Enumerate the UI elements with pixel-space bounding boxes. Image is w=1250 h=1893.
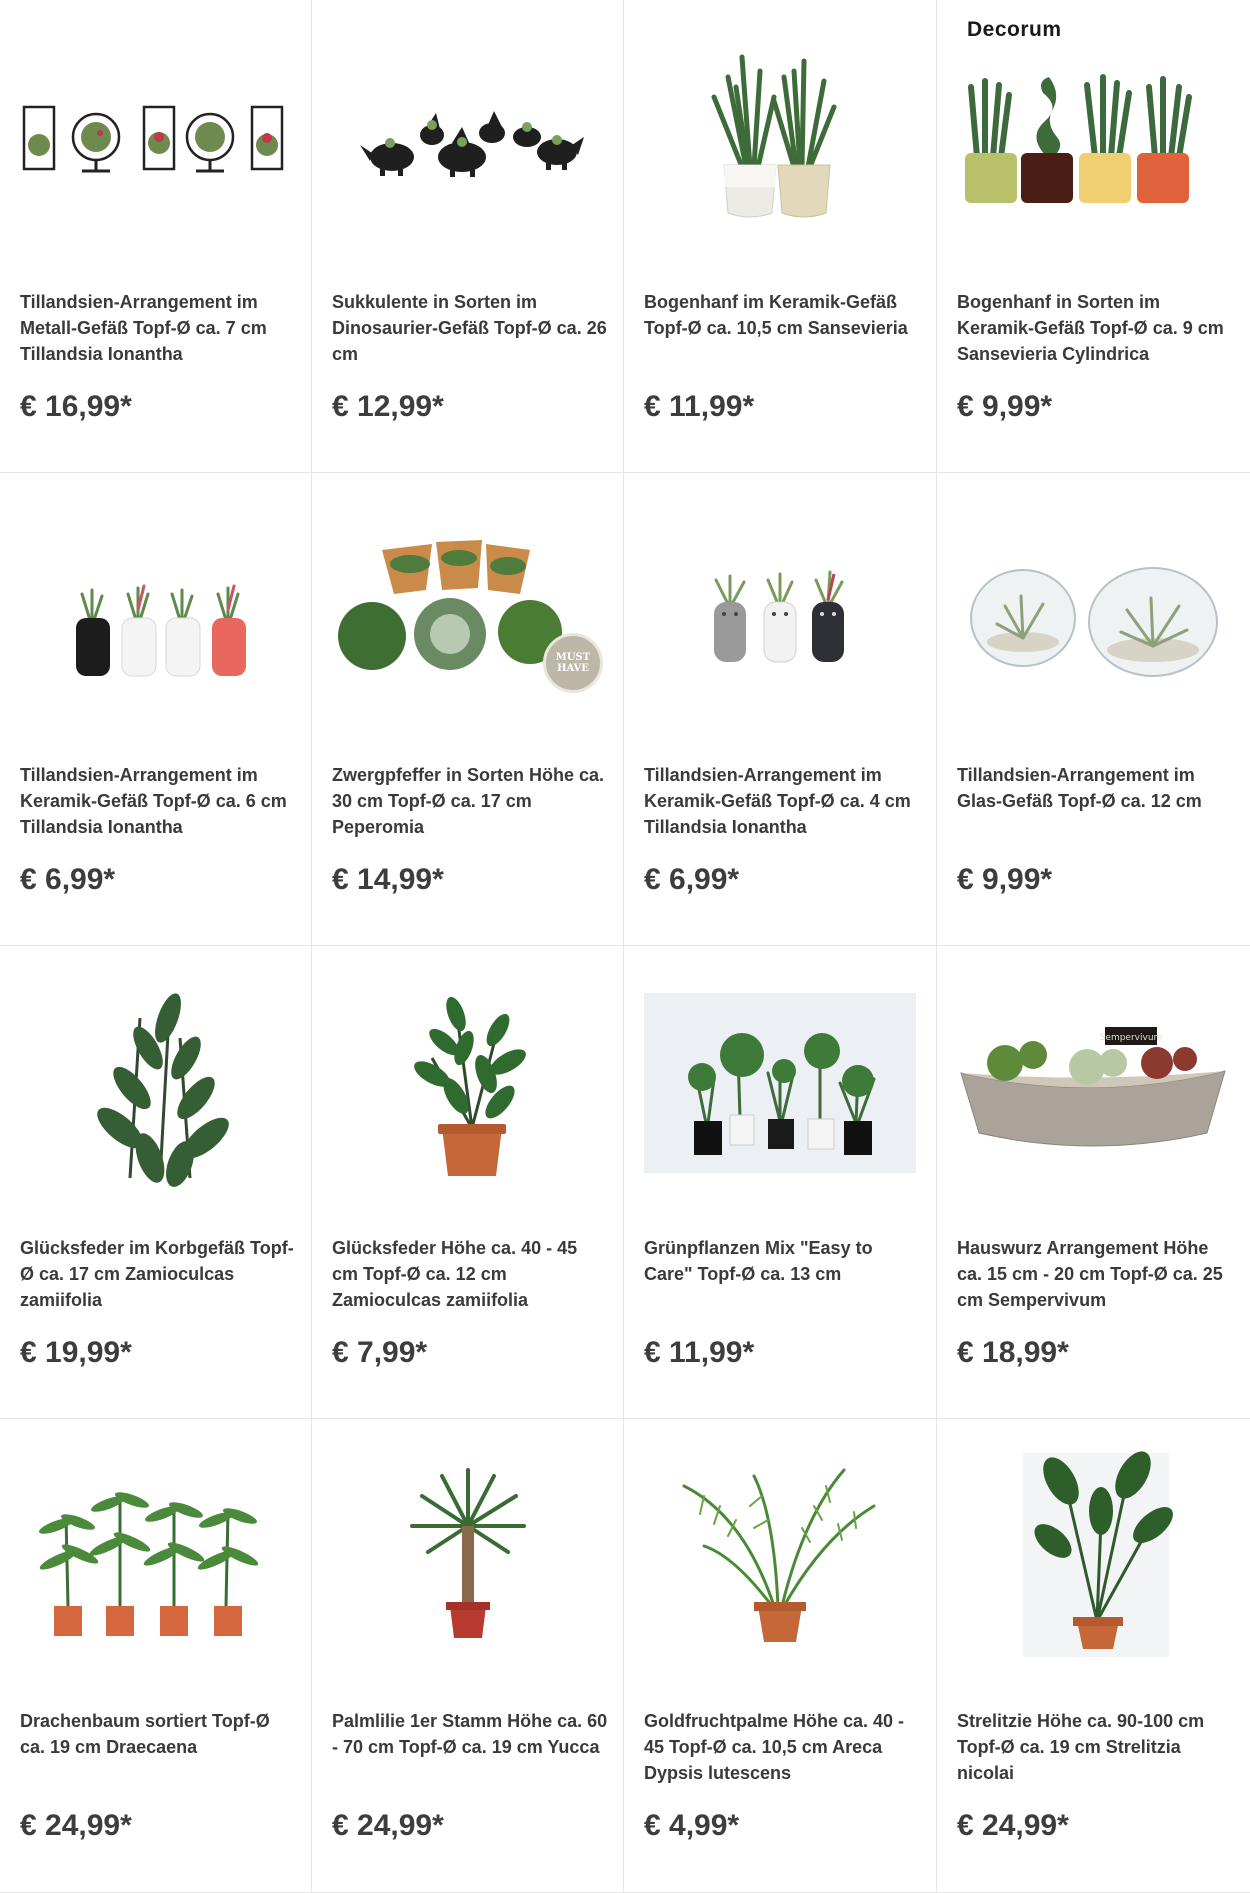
product-price: € 11,99*	[644, 1336, 755, 1369]
product-price: € 6,99*	[20, 863, 116, 896]
product-card[interactable]	[624, 473, 937, 946]
product-price: € 24,99*	[957, 1809, 1069, 1842]
product-image[interactable]	[332, 22, 604, 252]
product-card[interactable]	[0, 946, 312, 1419]
product-title[interactable]: Bogenhanf in Sorten im Keramik-Gefäß Topf-Ø ca. 9 cm Sansevieria Cylindrica	[957, 292, 1224, 364]
product-image[interactable]	[644, 1441, 916, 1671]
product-title[interactable]: Glücksfeder im Korbgefäß Topf-Ø ca. 17 cm Zamioculcas zamiifolia	[20, 1238, 294, 1310]
product-card[interactable]	[0, 1419, 312, 1893]
product-price: € 19,99*	[20, 1336, 132, 1369]
product-price: € 18,99*	[957, 1336, 1069, 1369]
product-price: € 24,99*	[332, 1809, 444, 1842]
plant-tag: Sempervivum	[1099, 1033, 1163, 1043]
product-title[interactable]: Goldfruchtpalme Höhe ca. 40 - 45 Topf-Ø ca. 10,5 cm Areca Dypsis lutescens	[644, 1711, 905, 1783]
product-card[interactable]	[937, 946, 1250, 1419]
product-price: € 11,99*	[644, 390, 755, 423]
product-title[interactable]: Glücksfeder Höhe ca. 40 - 45 cm Topf-Ø ca. 12 cm Zamioculcas zamiifolia	[332, 1238, 578, 1310]
product-image[interactable]	[957, 22, 1229, 252]
product-image[interactable]	[957, 1441, 1229, 1671]
product-price: € 9,99*	[957, 390, 1053, 423]
product-card[interactable]	[624, 946, 937, 1419]
product-card[interactable]	[624, 0, 937, 473]
product-image[interactable]	[20, 495, 292, 725]
product-title[interactable]: Drachenbaum sortiert Topf-Ø ca. 19 cm Draecaena	[20, 1711, 270, 1757]
product-title[interactable]: Palmlilie 1er Stamm Höhe ca. 60 - 70 cm Topf-Ø ca. 19 cm Yucca	[332, 1711, 608, 1757]
product-image[interactable]	[332, 1441, 604, 1671]
product-title[interactable]: Sukkulente in Sorten im Dinosaurier-Gefäß Topf-Ø ca. 26 cm	[332, 292, 607, 364]
product-price: € 24,99*	[20, 1809, 132, 1842]
product-card[interactable]	[312, 946, 624, 1419]
product-card[interactable]	[624, 1419, 937, 1893]
brand-logo: Decorum	[967, 18, 1062, 41]
product-card[interactable]	[312, 1419, 624, 1893]
product-card[interactable]	[937, 0, 1250, 473]
product-title[interactable]: Zwergpfeffer in Sorten Höhe ca. 30 cm Topf-Ø ca. 17 cm Peperomia	[332, 765, 605, 837]
must-have-badge: MUST HAVE	[543, 633, 603, 693]
product-image[interactable]	[957, 495, 1229, 725]
product-price: € 9,99*	[957, 863, 1053, 896]
product-card[interactable]	[0, 473, 312, 946]
product-image[interactable]	[644, 22, 916, 252]
product-card[interactable]	[937, 1419, 1250, 1893]
product-price: € 16,99*	[20, 390, 132, 423]
product-image[interactable]	[644, 968, 916, 1198]
product-card[interactable]	[937, 473, 1250, 946]
product-card[interactable]	[0, 0, 312, 473]
product-title[interactable]: Bogenhanf im Keramik-Gefäß Topf-Ø ca. 10,5 cm Sansevieria	[644, 292, 908, 338]
product-image[interactable]	[20, 22, 292, 252]
product-title[interactable]: Grünpflanzen Mix "Easy to Care" Topf-Ø ca. 13 cm	[644, 1238, 873, 1284]
product-price: € 7,99*	[332, 1336, 428, 1369]
product-image[interactable]	[644, 495, 916, 725]
product-title[interactable]: Tillandsien-Arrangement im Metall-Gefäß Topf-Ø ca. 7 cm Tillandsia Ionantha	[20, 292, 267, 364]
product-card[interactable]	[312, 473, 624, 946]
product-title[interactable]: Tillandsien-Arrangement im Keramik-Gefäß Topf-Ø ca. 4 cm Tillandsia Ionantha	[644, 765, 911, 837]
product-price: € 14,99*	[332, 863, 444, 896]
product-title[interactable]: Tillandsien-Arrangement im Glas-Gefäß Topf-Ø ca. 12 cm	[957, 765, 1202, 811]
product-price: € 6,99*	[644, 863, 740, 896]
product-price: € 12,99*	[332, 390, 444, 423]
product-title[interactable]: Hauswurz Arrangement Höhe ca. 15 cm - 20 cm Topf-Ø ca. 25 cm Sempervivum	[957, 1238, 1223, 1310]
product-image[interactable]	[20, 1441, 292, 1671]
product-title[interactable]: Strelitzie Höhe ca. 90-100 cm Topf-Ø ca. 19 cm Strelitzia nicolai	[957, 1711, 1205, 1783]
product-image[interactable]	[332, 968, 604, 1198]
product-image[interactable]	[957, 968, 1229, 1198]
product-card[interactable]	[312, 0, 624, 473]
product-image[interactable]	[20, 968, 292, 1198]
product-title[interactable]: Tillandsien-Arrangement im Keramik-Gefäß Topf-Ø ca. 6 cm Tillandsia Ionantha	[20, 765, 287, 837]
product-price: € 4,99*	[644, 1809, 740, 1842]
